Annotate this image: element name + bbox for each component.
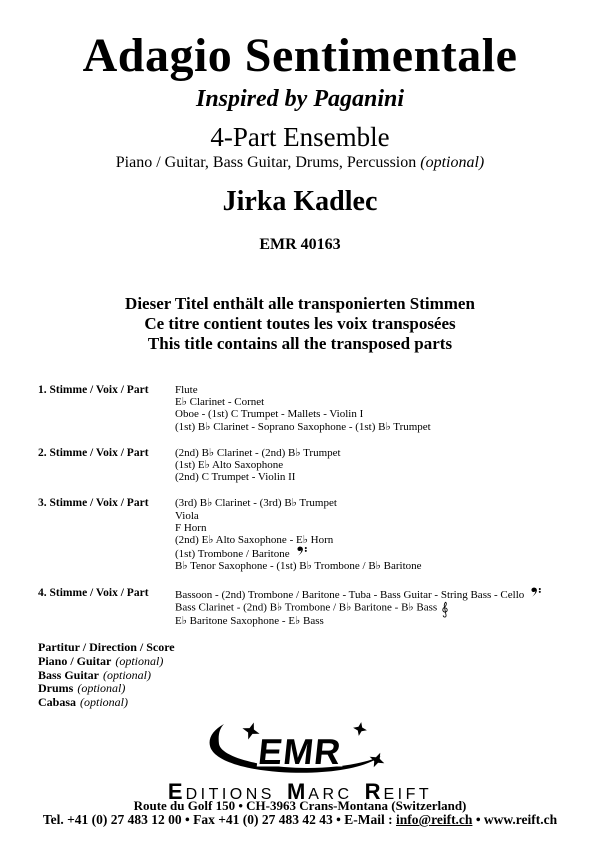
website-text: www.reift.ch [483,812,558,827]
contact-prefix: Tel. +41 (0) 27 483 12 00 • Fax +41 (0) 27 483 42 43 • E-Mail : [42,812,397,827]
publisher-address: Route du Golf 150 • CH-3963 Crans-Montana (Switzerland) [133,798,467,813]
part-line-text: (1st) Trombone / Baritone [175,548,290,561]
part-line [175,396,600,408]
notice-german: Dieser Titel enthält alle transponierten Stimmen [125,293,475,313]
part-group-label: 1. Stimme / Voix / Part [38,383,149,396]
extra-item [38,655,600,669]
part-group-2 [38,447,600,484]
part-line-text: Viola [175,509,199,522]
publisher-word: REIFT [364,779,433,804]
publisher-word: MARC [286,779,353,804]
instrumentation-optional: (optional) [420,153,485,171]
part-group-lines [175,587,600,627]
treble-clef-icon [441,601,450,618]
part-group-label: 3. Stimme / Voix / Part [38,497,149,510]
ensemble-type: 4-Part Ensemble [210,121,390,152]
part-line-text: (2nd) E♭ Alto Saxophone - E♭ Horn [175,533,334,546]
part-line [175,497,600,509]
part-line-text: F Horn [175,521,207,534]
part-group-1 [38,384,600,433]
notice-english: This title contains all the transposed parts [147,333,453,353]
extra-label: Cabasa [38,695,77,710]
part-group-lines [175,384,600,433]
part-line [175,534,600,546]
part-line [175,459,600,471]
logo-star [366,749,387,770]
extra-note: (optional) [77,681,126,696]
notice-french: Ce titre contient toutes les voix transposées [144,313,456,333]
part-group-4 [38,587,600,627]
part-line [175,384,600,396]
bass-clef-icon [529,587,544,598]
bass-clef-icon [295,546,310,557]
extra-label: Bass Guitar [38,667,100,682]
email-link[interactable]: info@reift.ch [396,812,473,827]
instrumentation-line [0,154,600,172]
part-line-text: E♭ Baritone Saxophone - E♭ Bass [175,614,324,627]
publisher-word: EDITIONS [167,779,275,804]
part-line-text: Flute [175,383,198,396]
page-title: Adagio Sentimentale [82,29,518,82]
part-line [175,471,600,483]
extra-label: Piano / Guitar [38,653,112,668]
part-line [175,447,600,459]
part-line-text: (1st) B♭ Clarinet - Soprano Saxophone - (1st) B♭ Trumpet [175,420,431,433]
composer-name: Jirka Kadlec [222,185,378,217]
part-group-lines [175,447,600,484]
emr-logo [0,722,600,783]
parts-list [38,384,600,627]
transposed-parts-notice [0,294,600,354]
logo-star [352,722,368,737]
subtitle: Inspired by Paganini [195,85,405,112]
logo-text: EMR [256,731,344,772]
part-line [175,601,600,615]
extra-item [38,696,600,710]
extra-item [38,682,600,696]
part-line-text: (2nd) C Trumpet - Violin II [175,471,296,484]
extra-label: Partitur / Direction / Score [38,639,175,654]
part-line-text: (1st) E♭ Alto Saxophone [175,458,284,471]
part-line [175,587,600,601]
extra-item [38,641,600,655]
catalog-number: EMR 40163 [259,235,341,253]
part-line [175,510,600,522]
optional-parts-list [38,641,600,710]
part-group-label: 2. Stimme / Voix / Part [38,446,149,459]
part-group-lines [175,497,600,572]
part-line [175,560,600,572]
part-line [175,408,600,420]
part-line-text: (3rd) B♭ Clarinet - (3rd) B♭ Trumpet [175,497,337,510]
part-line-text: B♭ Tenor Saxophone - (1st) B♭ Trombone / B♭ Baritone [175,560,422,573]
extra-label: Drums [38,681,74,696]
part-line [175,421,600,433]
part-line-text: (2nd) B♭ Clarinet - (2nd) B♭ Trumpet [175,446,341,459]
extra-item [38,669,600,683]
extra-note: (optional) [80,695,129,710]
part-line [175,615,600,627]
part-group-3 [38,497,600,572]
part-line [175,522,600,534]
contact-line [0,812,600,828]
extra-note: (optional) [115,653,164,668]
part-line [175,546,600,560]
part-line-text: Bass Clarinet - (2nd) B♭ Trombone / B♭ Baritone - B♭ Bass [175,601,438,614]
part-group-label: 4. Stimme / Voix / Part [38,586,149,599]
emr-logo-graphic [207,722,393,778]
part-line-text: E♭ Clarinet - Cornet [175,396,265,409]
instrumentation-text: Piano / Guitar, Bass Guitar, Drums, Percussion [115,153,417,171]
part-line-text: Bassoon - (2nd) Trombone / Baritone - Tuba - Bass Guitar - String Bass - Cello [175,588,525,601]
contact-separator: • [472,812,484,827]
extra-note: (optional) [103,667,152,682]
part-line-text: Oboe - (1st) C Trumpet - Mallets - Violin I [175,408,364,421]
